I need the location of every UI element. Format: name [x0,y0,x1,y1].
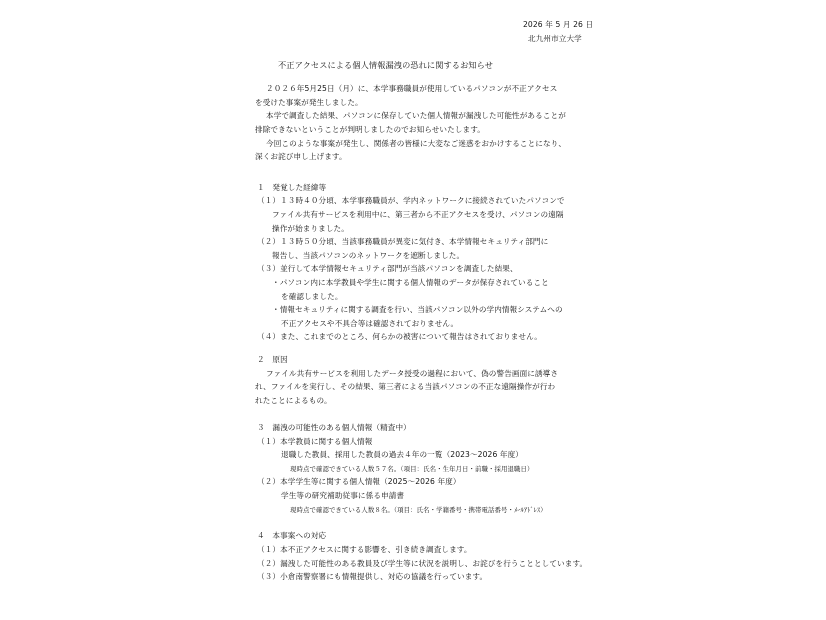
section-line: 報告し、当該パソコンのネットワークを遮断しました。 [272,251,465,260]
intro-line: 本学で調査した結果、パソコンに保存していた個人情報が漏洩した可能性があることが [266,111,566,120]
intro-line: を受けた事案が発生しました。 [255,98,363,107]
section-line: （３）並行して本学情報セキュリティ部門が当該パソコンを調査した結果、 [257,264,518,273]
section-heading: １ 発覚した経緯等 [257,183,327,192]
intro-line: 排除できないということが判明しましたのでお知らせいたします。 [255,125,485,134]
section-line: ファイル共有サービスを利用したデータ授受の過程において、偽の警告画面に誘導さ [266,369,559,378]
section-note: 現時点で確認できている人数８名。（項目：氏名・学籍番号・携帯電話番号・ﾒｰﾙｱﾄﾞﾚｽ） [290,506,547,514]
intro-line: ２０２６年5月25日（月）に、本学事務職員が使用しているパソコンが不正アクセス [266,84,558,93]
section-line: （４）また、これまでのところ、何らかの被害について報告はされておりません。 [257,332,542,341]
section-note: 現時点で確認できている人数５７名。（項目：氏名・生年月日・前職・採用退職日） [290,465,534,473]
organization-name: 北九州市立大学 [528,34,582,43]
section-line: 学生等の研究補助従事に係る申請書 [281,491,405,500]
section-heading: ４ 本事案への対応 [257,531,327,540]
section-line: 操作が始まりました。 [272,224,349,233]
section-line: 不正アクセスや不具合等は確認されておりません。 [281,319,459,328]
section-line: （２）漏洩した可能性のある教員及び学生等に状況を説明し、お詫びを行うこととしています。 [257,559,588,568]
section-heading: ２ 原因 [257,355,288,364]
section-line: ファイル共有サービスを利用中に、第三者から不正アクセスを受け、パソコンの遠隔 [272,210,564,219]
section-line: れ、ファイルを実行し、その結果、第三者による当該パソコンの不正な遠隔操作が行わ [255,382,556,391]
section-line: ・パソコン内に本学教員や学生に関する個人情報のデータが保存されていること [272,278,549,287]
section-line: （３）小倉南警察署にも情報提供し、対応の協議を行っています。 [257,572,488,581]
section-line: （２）１３時５０分頃、当該事務職員が異変に気付き、本学情報セキュリティ部門に [257,237,549,246]
section-line: （１）本不正アクセスに関する影響を、引き続き調査します。 [257,545,472,554]
section-line: （１）本学教員に関する個人情報 [257,437,373,446]
intro-line: 深くお詫び申し上げます。 [255,152,347,161]
section-line: 退職した教員、採用した教員の過去４年の一覧（2023～2026 年度） [281,450,523,459]
section-heading: ３ 漏洩の可能性のある個人情報（精査中） [257,423,411,432]
page-title: 不正アクセスによる個人情報漏洩の恐れに関するお知らせ [278,60,493,70]
document-date: 2026 年 5 月 26 日 [523,20,594,29]
section-line: を確認しました。 [281,292,343,301]
section-line: れたことによるもの。 [255,396,332,405]
section-line: （２）本学学生等に関する個人情報（2025～2026 年度） [257,477,461,486]
section-line: （１）１３時４０分頃、本学事務職員が、学内ネットワークに接続されていたパソコンで [257,196,565,205]
section-line: ・情報セキュリティに関する調査を行い、当該パソコン以外の学内情報システムへの [272,305,563,314]
intro-line: 今回このような事案が発生し、関係者の皆様に大変なご迷惑をおかけすることになり、 [266,139,567,148]
